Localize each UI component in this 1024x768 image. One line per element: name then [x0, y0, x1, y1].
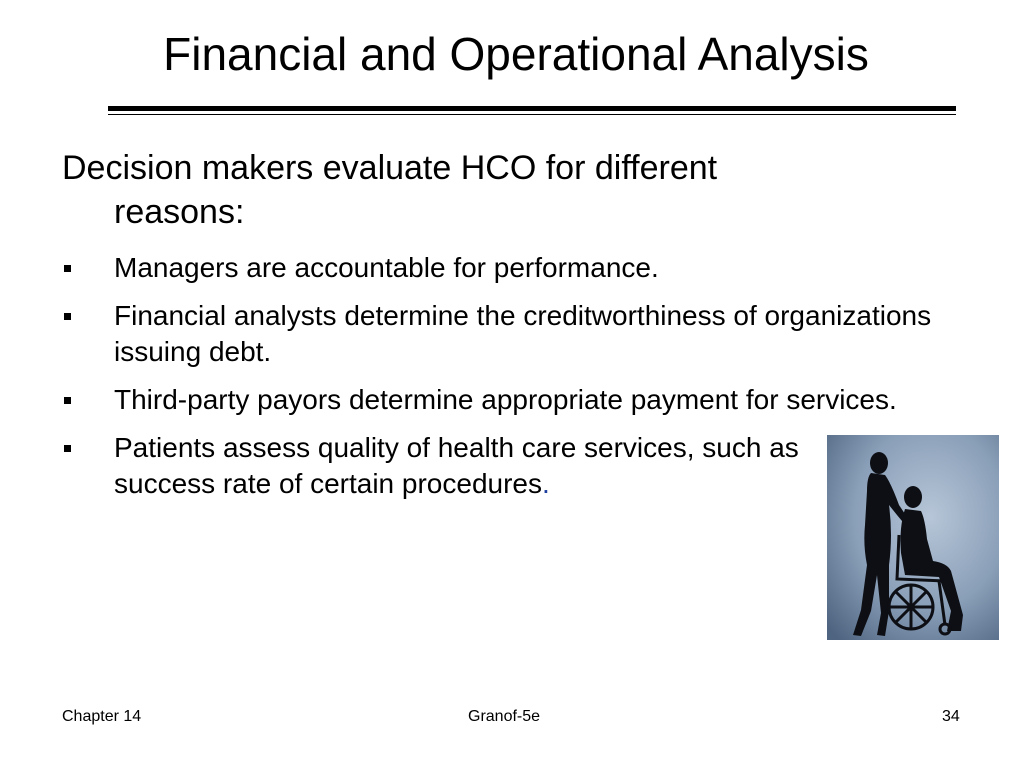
slide-title: Financial and Operational Analysis	[163, 28, 869, 80]
bullet-text: Third-party payors determine appropriate payment for services.	[114, 384, 897, 415]
square-bullet-icon	[64, 445, 71, 452]
square-bullet-icon	[64, 313, 71, 320]
bullet-text-main: Patients assess quality of health care services, such as success rate of certain procedures	[114, 432, 799, 499]
intro-paragraph	[62, 146, 862, 234]
footer-source: Granof-5e	[468, 708, 541, 725]
bullet-text: Financial analysts determine the creditworthiness of organizations issuing debt.	[114, 300, 932, 367]
bullet-text-period: .	[541, 468, 550, 499]
bullet-item	[62, 430, 854, 502]
intro-line-1: Decision makers evaluate HCO for different	[62, 149, 718, 187]
intro-line-2: reasons:	[114, 193, 245, 231]
bullet-text	[114, 430, 854, 502]
footer-chapter: Chapter 14	[62, 708, 142, 725]
footer-page-number: 34	[942, 708, 960, 725]
bullet-item	[62, 298, 974, 370]
square-bullet-icon	[64, 397, 71, 404]
square-bullet-icon	[64, 265, 71, 272]
wheelchair-silhouette-photo	[827, 435, 999, 640]
title-divider-thin	[108, 114, 956, 115]
bullet-item	[62, 382, 994, 418]
wheelchair-silhouette-icon	[827, 435, 999, 640]
bullet-item	[62, 250, 874, 286]
bullet-text: Managers are accountable for performance.	[114, 252, 659, 283]
title-divider-thick	[108, 106, 956, 111]
